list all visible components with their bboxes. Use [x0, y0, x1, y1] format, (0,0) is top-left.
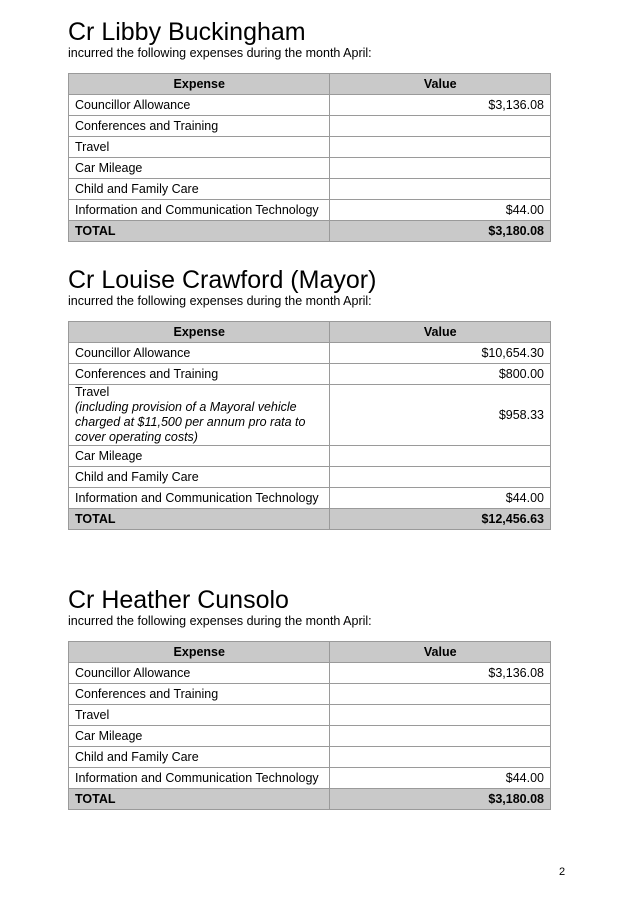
- expense-label-with-note: [69, 385, 330, 446]
- expense-label: Conferences and Training: [69, 116, 330, 137]
- value-header: Value: [330, 642, 551, 663]
- expense-label: Councillor Allowance: [69, 343, 330, 364]
- total-value: $3,180.08: [330, 789, 551, 810]
- expense-value: [330, 705, 551, 726]
- councillor-section-1: [68, 18, 552, 238]
- total-label: TOTAL: [69, 509, 330, 530]
- expense-table: [68, 641, 551, 810]
- table-header-row: [69, 642, 551, 663]
- total-row: [69, 789, 551, 810]
- expense-label: Councillor Allowance: [69, 95, 330, 116]
- total-value: $3,180.08: [330, 221, 551, 242]
- total-value: $12,456.63: [330, 509, 551, 530]
- table-header-row: [69, 74, 551, 95]
- table-row: [69, 137, 551, 158]
- expense-header: Expense: [69, 322, 330, 343]
- expense-value: [330, 446, 551, 467]
- table-row: [69, 705, 551, 726]
- expense-value: $3,136.08: [330, 663, 551, 684]
- table-row: [69, 747, 551, 768]
- table-row: [69, 385, 551, 446]
- expense-value: $800.00: [330, 364, 551, 385]
- expense-label: Travel: [69, 705, 330, 726]
- table-row: [69, 768, 551, 789]
- expense-value: [330, 747, 551, 768]
- expense-value: $44.00: [330, 200, 551, 221]
- expense-label: Conferences and Training: [69, 684, 330, 705]
- intro-text: incurred the following expenses during the month April:: [68, 614, 372, 628]
- councillor-section-2: [68, 266, 552, 526]
- expense-value: [330, 158, 551, 179]
- table-row: [69, 488, 551, 509]
- expense-value: [330, 684, 551, 705]
- expense-label: Car Mileage: [69, 726, 330, 747]
- councillor-section-3: [68, 586, 552, 806]
- expense-value: [330, 137, 551, 158]
- expense-label: Car Mileage: [69, 446, 330, 467]
- councillor-name: Cr Louise Crawford (Mayor): [68, 266, 377, 294]
- expense-note: (including provision of a Mayoral vehicle charged at $11,500 per annum pro rata to cover operating costs): [75, 400, 306, 444]
- expense-table: [68, 321, 551, 530]
- expense-label: Information and Communication Technology: [69, 200, 330, 221]
- expense-value: [330, 179, 551, 200]
- councillor-name: Cr Heather Cunsolo: [68, 586, 289, 614]
- table-row: [69, 726, 551, 747]
- expense-value: $44.00: [330, 488, 551, 509]
- total-row: [69, 509, 551, 530]
- expense-label: Child and Family Care: [69, 179, 330, 200]
- expense-value: $3,136.08: [330, 95, 551, 116]
- expense-header: Expense: [69, 642, 330, 663]
- expense-label: Conferences and Training: [69, 364, 330, 385]
- councillor-name: Cr Libby Buckingham: [68, 18, 306, 46]
- total-label: TOTAL: [69, 789, 330, 810]
- expense-header: Expense: [69, 74, 330, 95]
- table-row: [69, 95, 551, 116]
- value-header: Value: [330, 74, 551, 95]
- table-row: [69, 200, 551, 221]
- expense-value: $958.33: [330, 385, 551, 446]
- expense-value: $10,654.30: [330, 343, 551, 364]
- table-row: [69, 663, 551, 684]
- table-row: [69, 116, 551, 137]
- table-row: [69, 179, 551, 200]
- expense-label: Councillor Allowance: [69, 663, 330, 684]
- expense-label: Child and Family Care: [69, 747, 330, 768]
- table-row: [69, 446, 551, 467]
- expense-value: $44.00: [330, 768, 551, 789]
- table-header-row: [69, 322, 551, 343]
- expense-table: [68, 73, 551, 242]
- table-row: [69, 467, 551, 488]
- total-label: TOTAL: [69, 221, 330, 242]
- table-row: [69, 343, 551, 364]
- page-number: 2: [559, 866, 566, 878]
- expense-value: [330, 467, 551, 488]
- table-row: [69, 158, 551, 179]
- expense-label: Travel: [75, 385, 110, 399]
- value-header: Value: [330, 322, 551, 343]
- table-row: [69, 364, 551, 385]
- table-row: [69, 684, 551, 705]
- expense-label: Information and Communication Technology: [69, 488, 330, 509]
- expense-label: Child and Family Care: [69, 467, 330, 488]
- total-row: [69, 221, 551, 242]
- expense-label: Travel: [69, 137, 330, 158]
- expense-value: [330, 726, 551, 747]
- expense-label: Car Mileage: [69, 158, 330, 179]
- expense-value: [330, 116, 551, 137]
- intro-text: incurred the following expenses during the month April:: [68, 294, 372, 308]
- intro-text: incurred the following expenses during the month April:: [68, 46, 372, 60]
- expense-label: Information and Communication Technology: [69, 768, 330, 789]
